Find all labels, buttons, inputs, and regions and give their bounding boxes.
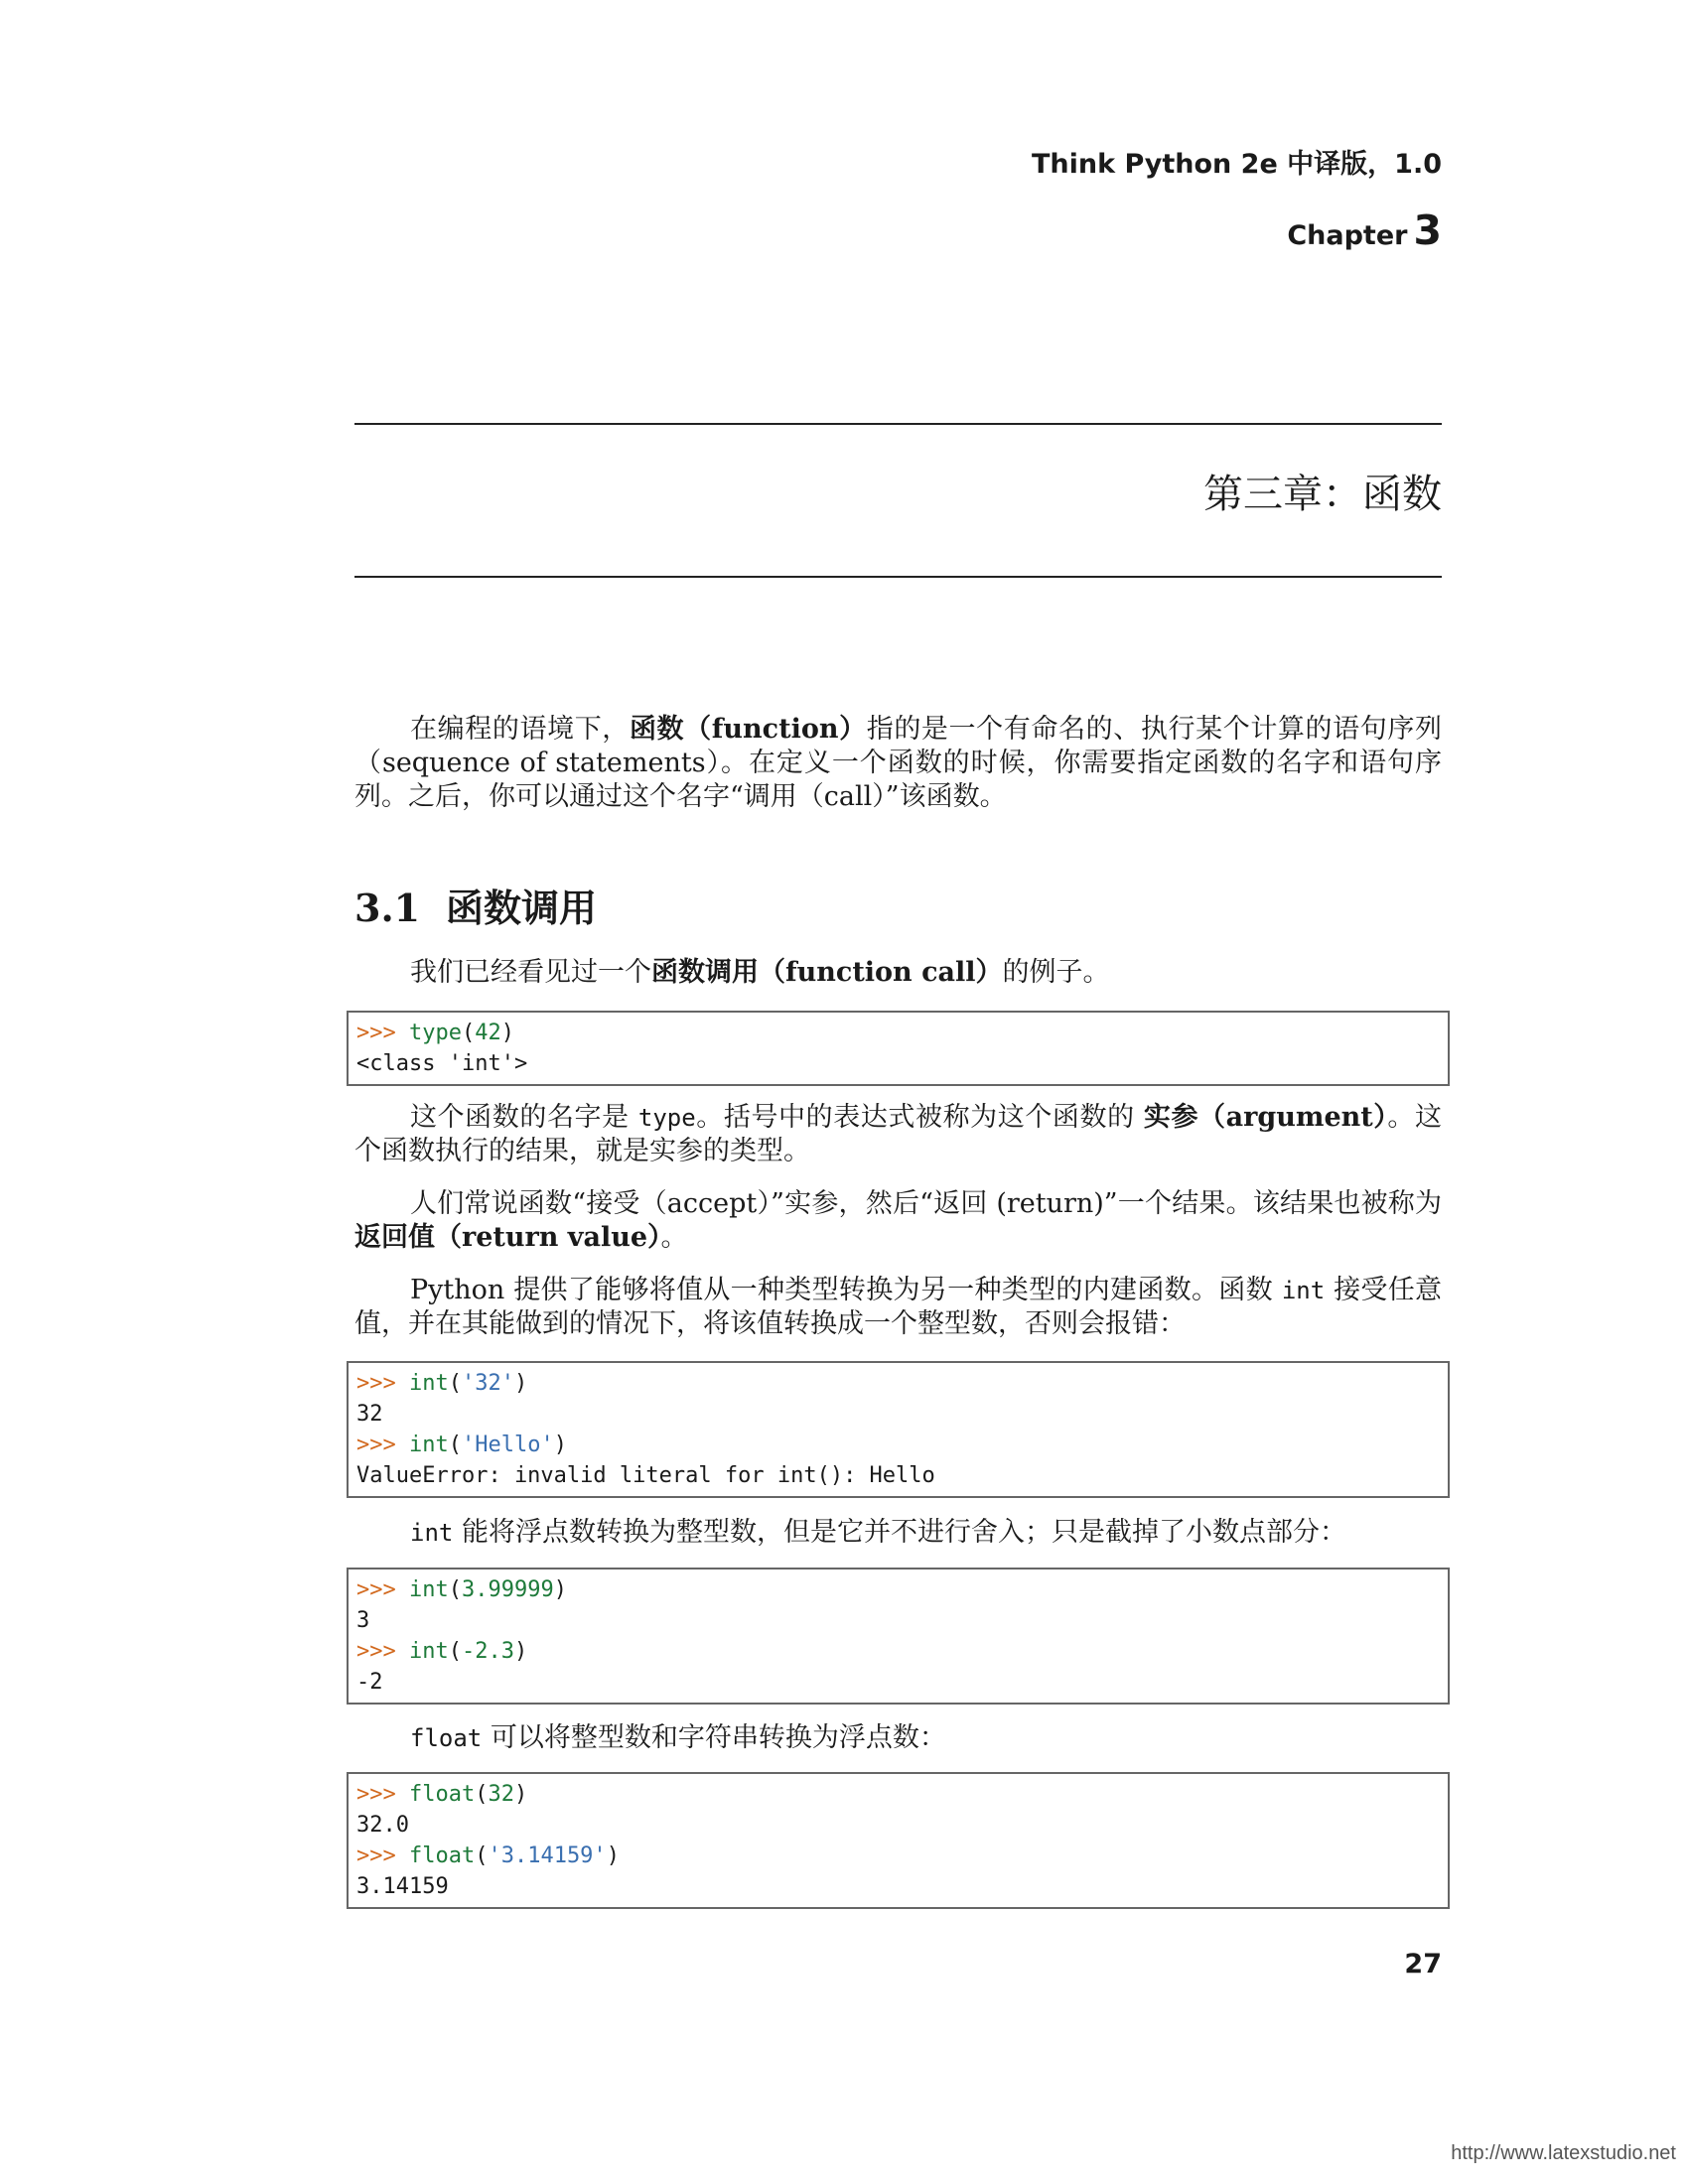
paren: )	[513, 1639, 528, 1664]
argument-literal: 'Hello'	[461, 1433, 554, 1457]
code-block-type	[347, 1011, 1450, 1086]
code-block-int-float	[347, 1568, 1450, 1705]
float-paragraph	[354, 1721, 1442, 1755]
function-name: type	[408, 1021, 462, 1045]
int-truncate-paragraph	[354, 1516, 1442, 1550]
function-call-paragraph	[354, 956, 1442, 990]
call-text-1: 我们已经看见过一个	[410, 957, 651, 988]
paren: (	[448, 1639, 462, 1664]
paren: )	[500, 1021, 514, 1045]
inline-code-float: float	[410, 1724, 483, 1752]
argument-literal: 3.99999	[461, 1577, 554, 1602]
section-title: 函数调用	[446, 886, 598, 930]
code-line	[356, 1574, 1440, 1605]
return-text-1: 人们常说函数“接受（accept）”实参，然后“返回 (return)”一个结果。该结果也被称为	[410, 1188, 1442, 1219]
code-output: ValueError: invalid literal for int(): Hello	[356, 1463, 935, 1488]
argument-literal: '32'	[461, 1371, 514, 1396]
code-line	[356, 1636, 1440, 1667]
code-output: 3.14159	[356, 1874, 449, 1899]
paren: (	[448, 1433, 462, 1457]
return-value-paragraph	[354, 1187, 1442, 1255]
code-output: 32.0	[356, 1813, 409, 1838]
code-block-int-string	[347, 1361, 1450, 1498]
arg-text-1: 这个函数的名字是	[410, 1102, 638, 1133]
paren: (	[475, 1782, 489, 1807]
arg-text-3: 。这个函数执行的结果，就是实参的类型。	[354, 1102, 1442, 1166]
argument-literal: '3.14159'	[488, 1843, 607, 1868]
code-block-float	[347, 1772, 1450, 1909]
function-name: float	[408, 1843, 476, 1868]
function-name: int	[408, 1639, 449, 1664]
inline-code-int: int	[1281, 1277, 1326, 1304]
prompt: >>>	[356, 1782, 409, 1807]
builtin-text-2: 接受任意值，并在其能做到的情况下，将该值转换成一个整型数，否则会报错：	[354, 1275, 1442, 1339]
chapter-top-rule	[354, 423, 1442, 425]
code-output: -2	[356, 1670, 383, 1695]
chapter-label	[1287, 206, 1442, 254]
inline-code-type: type	[637, 1104, 696, 1132]
paren: (	[448, 1371, 462, 1396]
prompt: >>>	[356, 1843, 409, 1868]
intro-paragraph	[354, 713, 1442, 814]
float-text: 可以将整型数和字符串转换为浮点数：	[482, 1722, 946, 1753]
function-name: int	[408, 1371, 449, 1396]
chapter-number: 3	[1413, 206, 1442, 254]
argument-paragraph	[354, 1101, 1442, 1168]
section-number: 3.1	[354, 886, 421, 930]
code-line	[356, 1018, 1440, 1048]
call-text-2: 的例子。	[1002, 957, 1110, 988]
code-line	[356, 1841, 1440, 1871]
code-output: 3	[356, 1608, 370, 1633]
intro-text-2: 指的是一个有命名的、执行某个计算的语句序列（sequence of statements）。在定义一个函数的时候，你需要指定函数的名字和语句序列。之后，你可以通过这个名字“调用（call）”该函数。	[354, 714, 1443, 812]
builtin-paragraph	[354, 1274, 1442, 1341]
chapter-title: 第三章：函数	[1203, 472, 1442, 517]
code-line	[356, 1368, 1440, 1399]
code-line	[356, 1779, 1440, 1810]
term-argument: 实参（argument）	[1143, 1102, 1388, 1133]
chapter-bottom-rule	[354, 576, 1442, 578]
inline-code-int: int	[410, 1519, 454, 1547]
argument-literal: 42	[475, 1021, 501, 1045]
int-truncate-text: 能将浮点数转换为整型数，但是它并不进行舍入；只是截掉了小数点部分：	[453, 1517, 1346, 1548]
paren: (	[461, 1021, 476, 1045]
paren: )	[606, 1843, 620, 1868]
function-name: int	[408, 1577, 449, 1602]
paren: )	[553, 1577, 567, 1602]
chapter-label-text: Chapter	[1287, 220, 1408, 251]
code-line	[356, 1430, 1440, 1460]
paren: (	[448, 1577, 462, 1602]
function-name: int	[408, 1433, 449, 1457]
return-text-2: 。	[660, 1222, 688, 1253]
page-number: 27	[1404, 1949, 1442, 1979]
prompt: >>>	[356, 1577, 409, 1602]
prompt: >>>	[356, 1371, 409, 1396]
paren: )	[553, 1433, 567, 1457]
section-heading	[354, 878, 597, 932]
argument-literal: -2.3	[461, 1639, 514, 1664]
builtin-text-1: Python 提供了能够将值从一种类型转换为另一种类型的内建函数。函数	[410, 1275, 1282, 1305]
term-function: 函数（function）	[629, 714, 867, 745]
prompt: >>>	[356, 1021, 409, 1045]
watermark-url[interactable]: http://www.latexstudio.net	[1451, 2142, 1676, 2164]
intro-text-1: 在编程的语境下，	[410, 714, 630, 745]
running-header-title: Think Python 2e 中译版，1.0	[1032, 149, 1442, 180]
term-function-call: 函数调用（function call）	[651, 957, 1003, 988]
paren: )	[513, 1371, 528, 1396]
prompt: >>>	[356, 1639, 409, 1664]
paren: )	[513, 1782, 528, 1807]
arg-text-2: 。括号中的表达式被称为这个函数的	[695, 1102, 1144, 1133]
term-return-value: 返回值（return value）	[354, 1222, 661, 1253]
code-output: 32	[356, 1402, 383, 1427]
function-name: float	[408, 1782, 476, 1807]
prompt: >>>	[356, 1433, 409, 1457]
code-output: <class 'int'>	[356, 1051, 528, 1076]
argument-literal: 32	[488, 1782, 514, 1807]
paren: (	[475, 1843, 489, 1868]
